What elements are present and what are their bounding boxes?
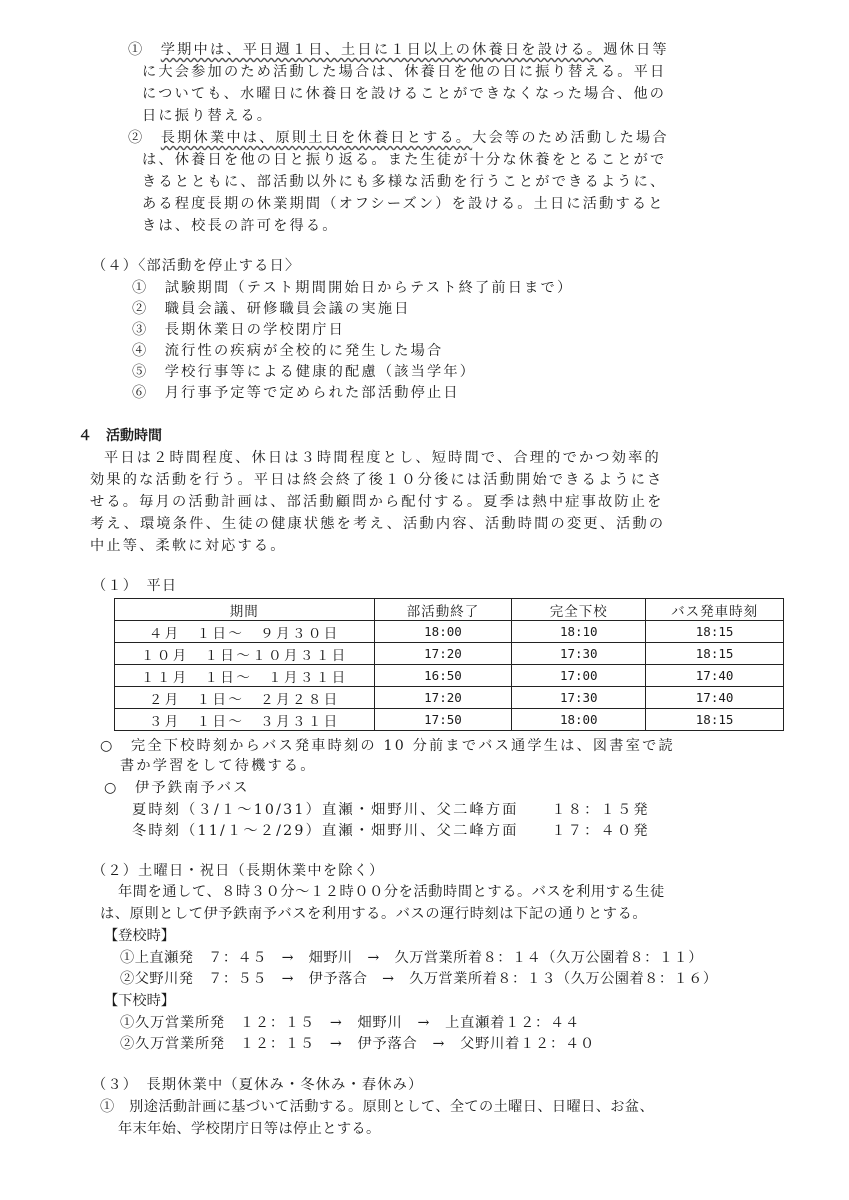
paragraph-line: ① 別途活動計画に基づいて活動する。原則として、全ての土曜日、日曜日、お盆、: [100, 1099, 655, 1115]
note-line: 書か学習をして待機する。: [120, 758, 317, 774]
paragraph-line: 日に振り替える。: [142, 108, 274, 124]
paragraph-line: 年末年始、学校閉庁日等は停止とする。: [118, 1121, 381, 1137]
underlined-rule: 学期中は、平日週１日、土日に１日以上の休養日を設ける。: [160, 42, 604, 58]
table-cell: 16:50: [374, 665, 512, 687]
table-cell: 17:40: [646, 687, 784, 709]
table-cell: ２月 １日～ ２月２８日: [115, 687, 375, 709]
list-item: ② 職員会議、研修職員会議の実施日: [132, 301, 411, 317]
list-item: ⑤ 学校行事等による健康的配慮（該当学年）: [132, 364, 477, 380]
paragraph-line: 中止等、柔軟に対応する。: [90, 538, 287, 554]
table-cell: １０月 １日～１０月３１日: [115, 643, 375, 665]
paragraph-line: きは、校長の許可を得る。: [142, 218, 339, 234]
subsection-heading-weekend: （２）土曜日・祝日（長期休業中を除く）: [92, 863, 385, 879]
table-cell: 17:30: [512, 643, 646, 665]
table-row: [115, 665, 784, 687]
paragraph-line: 平日は２時間程度、休日は３時間程度とし、短時間で、合理的でかつ効率的: [104, 450, 661, 466]
table-cell: ４月 １日～ ９月３０日: [115, 621, 375, 643]
paragraph-line: ある程度長期の休業期間（オフシーズン）を設ける。土日に活動すると: [142, 196, 665, 212]
bus-route: ①久万営業所発 １２：１５ → 畑野川 → 上直瀬着１２：４４: [120, 1015, 581, 1031]
paragraph-line: せる。毎月の活動計画は、部活動顧問から配付する。夏季は熱中症事故防止を: [90, 494, 664, 510]
paragraph-line: 効果的な活動を行う。平日は終会終了後１０分後には活動開始できるようにさ: [90, 472, 664, 488]
table-cell: 18:15: [646, 621, 784, 643]
table-cell: 18:00: [374, 621, 512, 643]
paragraph-line: は、原則として伊予鉄南予バスを利用する。バスの運行時刻は下記の通りとする。: [100, 906, 648, 922]
text-run: 大会等のため活動した場合: [472, 130, 669, 146]
rest-day-item-2-first-line: [128, 128, 669, 148]
table-cell: ３月 １日～ ３月３１日: [115, 709, 375, 731]
table-cell: 17:00: [512, 665, 646, 687]
bus-route: ①上直瀬発 ７：４５ → 畑野川 → 久万営業所着８：１４（久万公園着８：１１）: [120, 950, 703, 966]
list-item: ① 試験期間（テスト期間開始日からテスト終了前日まで）: [132, 280, 574, 296]
text-run: 週休日等: [603, 42, 669, 58]
underlined-rule: 長期休業中は、原則土日を休養日とする。: [160, 130, 473, 146]
table-header-row: [115, 599, 784, 621]
table-cell: 18:00: [512, 709, 646, 731]
table-cell: 18:15: [646, 709, 784, 731]
table-row: [115, 643, 784, 665]
list-item: ④ 流行性の疾病が全校的に発生した場合: [132, 343, 444, 359]
paragraph-line: 年間を通して、８時３０分～１２時００分を活動時間とする。バスを利用する生徒: [118, 884, 665, 900]
table-cell: 17:30: [512, 687, 646, 709]
paragraph-line: きるとともに、部活動以外にも多様な活動を行うことができるように、: [142, 174, 667, 190]
paragraph-line: についても、水曜日に休養日を設けることができなくなった場合、他の: [142, 86, 667, 102]
bus-time-summer: 夏時刻（３/１～10/31）直瀬・畑野川、父二峰方面 １８：１５発: [132, 802, 650, 818]
label-to-school: 【登校時】: [104, 928, 175, 944]
table-cell: 18:15: [646, 643, 784, 665]
paragraph-line: 考え、環境条件、生徒の健康状態を考え、活動内容、活動時間の変更、活動の: [90, 516, 666, 532]
bus-route: ②久万営業所発 １２：１５ → 伊予落合 → 父野川着１２：４０: [120, 1036, 596, 1052]
bus-time-winter: 冬時刻（11/１～２/29）直瀬・畑野川、父二峰方面 １７：４０発: [132, 823, 650, 839]
section-heading-activity-time: ４ 活動時間: [78, 428, 162, 444]
label-from-school: 【下校時】: [104, 993, 175, 1009]
section-heading-stop-days: （４）〈部活動を停止する日〉: [92, 258, 301, 274]
table-cell: 17:20: [374, 687, 512, 709]
column-header-club-end: 部活動終了: [374, 599, 512, 621]
table-cell: １１月 １日～ １月３１日: [115, 665, 375, 687]
bus-route: ②父野川発 ７：５５ → 伊予落合 → 久万営業所着８：１３（久万公園着８：１６）: [120, 971, 718, 987]
table-row: [115, 621, 784, 643]
table-cell: 17:20: [374, 643, 512, 665]
paragraph-line: は、休養日を他の日と振り返る。また生徒が十分な休養をとることがで: [142, 152, 667, 168]
subsection-heading-weekday: （１） 平日: [92, 578, 178, 594]
subsection-heading-long-holiday: （３） 長期休業中（夏休み・冬休み・春休み）: [92, 1077, 424, 1093]
column-header-bus-departure: バス発車時刻: [646, 599, 784, 621]
table-row: [115, 687, 784, 709]
note-heading-bus: ○ 伊予鉄南予バス: [104, 780, 250, 796]
table-cell: 18:10: [512, 621, 646, 643]
rest-day-item-1-first-line: [128, 40, 669, 60]
paragraph-line: に大会参加のため活動した場合は、休養日を他の日に振り替える。平日: [142, 64, 667, 80]
weekday-schedule-table: [114, 598, 784, 731]
table-cell: 17:50: [374, 709, 512, 731]
column-header-period: 期間: [115, 599, 375, 621]
column-header-dismissal: 完全下校: [512, 599, 646, 621]
item-number: ①: [128, 42, 145, 58]
item-number: ②: [128, 130, 145, 146]
note-line: ○ 完全下校時刻からバス発車時刻の 10 分前までバス通学生は、図書室で読: [100, 738, 675, 754]
table-cell: 17:40: [646, 665, 784, 687]
table-row: [115, 709, 784, 731]
list-item: ⑥ 月行事予定等で定められた部活動停止日: [132, 385, 460, 401]
list-item: ③ 長期休業日の学校閉庁日: [132, 322, 346, 338]
